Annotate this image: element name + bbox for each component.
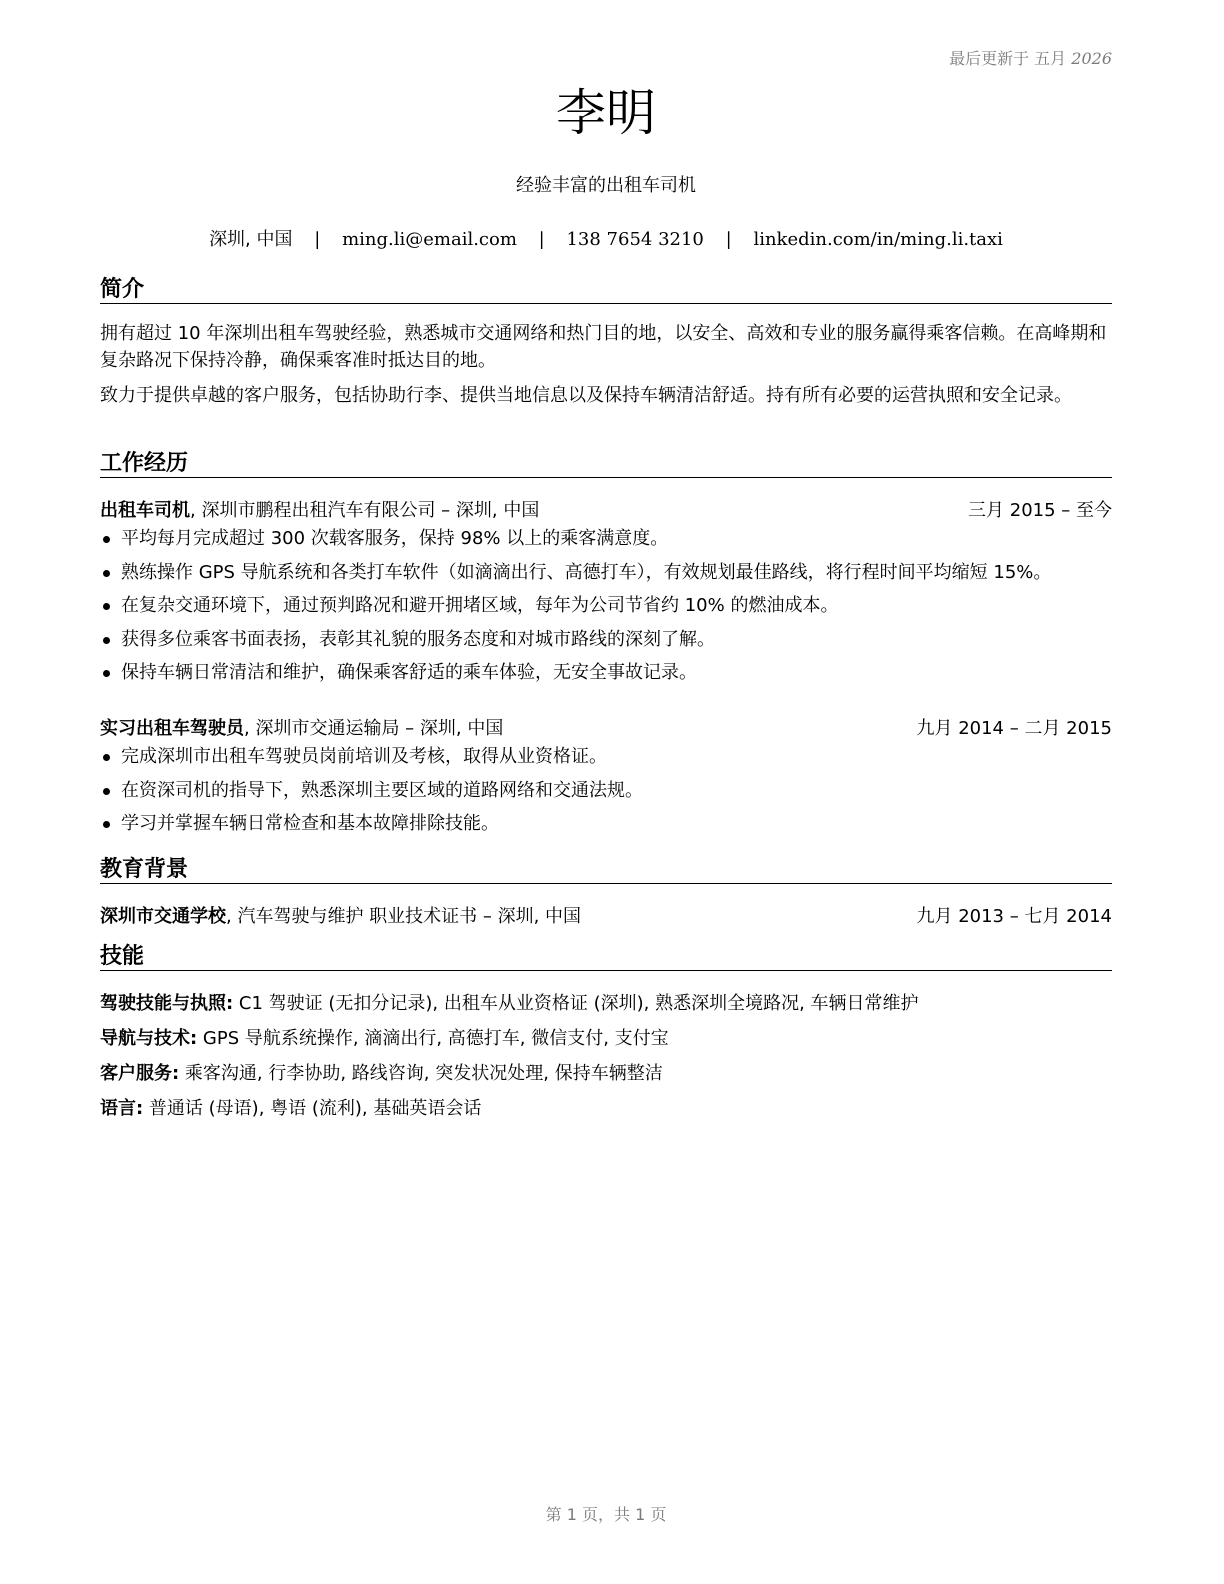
contact-linkedin[interactable]: linkedin.com/in/ming.li.taxi [753, 229, 1003, 250]
contact-email[interactable]: ming.li@email.com [342, 229, 517, 250]
list-item: 在复杂交通环境下，通过预判路况和避开拥堵区域，每年为公司节省约 10% 的燃油成本。 [100, 591, 1112, 625]
last-updated-year: 2026 [1071, 49, 1112, 68]
education-entry [100, 902, 1112, 928]
job-bullets [100, 524, 1112, 692]
section-title-experience: 工作经历 [100, 451, 1112, 478]
skill-value: GPS 导航系统操作, 滴滴出行, 高德打车, 微信支付, 支付宝 [197, 1028, 669, 1049]
candidate-name: 李明 [556, 84, 656, 142]
skill-line [100, 1024, 1112, 1050]
skill-value: 普通话 (母语), 粤语 (流利), 基础英语会话 [143, 1098, 482, 1119]
education-detail: , 汽车驾驶与维护 职业技术证书 – 深圳, 中国 [226, 906, 582, 927]
contact-separator: | [725, 229, 732, 250]
last-updated-label: 最后更新于 五月 [949, 49, 1067, 68]
skill-label: 语言: [100, 1098, 144, 1119]
skill-label: 导航与技术: [100, 1028, 198, 1049]
contact-separator: | [538, 229, 545, 250]
skill-label: 客户服务: [100, 1063, 180, 1084]
contact-separator: | [314, 229, 321, 250]
skill-value: C1 驾驶证 (无扣分记录), 出租车从业资格证 (深圳), 熟悉深圳全境路况, 车辆日常维护 [233, 993, 919, 1014]
list-item: 保持车辆日常清洁和维护，确保乘客舒适的乘车体验，无安全事故记录。 [100, 658, 1112, 692]
resume-page [100, 0, 1112, 1584]
job-org: , 深圳市交通运输局 – 深圳, 中国 [244, 718, 504, 739]
job-dates: 九月 2014 – 二月 2015 [916, 718, 1112, 739]
list-item: 熟练操作 GPS 导航系统和各类打车软件（如滴滴出行、高德打车），有效规划最佳路线，将行程时间平均缩短 15%。 [100, 558, 1112, 592]
job-title-line [100, 714, 503, 740]
job-title-line [100, 496, 539, 522]
last-updated [949, 46, 1112, 69]
section-title-summary: 简介 [100, 277, 1112, 304]
job-org: , 深圳市鹏程出租汽车有限公司 – 深圳, 中国 [190, 500, 540, 521]
section-title-education: 教育背景 [100, 857, 1112, 884]
education-school: 深圳市交通学校 [100, 906, 226, 927]
list-item: 学习并掌握车辆日常检查和基本故障排除技能。 [100, 809, 1112, 843]
skill-label: 驾驶技能与执照: [100, 993, 234, 1014]
summary-paragraph: 拥有超过 10 年深圳出租车驾驶经验，熟悉城市交通网络和热门目的地，以安全、高效和专业的服务赢得乘客信赖。在高峰期和复杂路况下保持冷静，确保乘客准时抵达目的地。 [100, 323, 1107, 371]
summary-paragraph: 致力于提供卓越的客户服务，包括协助行李、提供当地信息以及保持车辆清洁舒适。持有所有必要的运营执照和安全记录。 [100, 385, 1072, 406]
education-title-line [100, 902, 581, 928]
list-item: 完成深圳市出租车驾驶员岗前培训及考核，取得从业资格证。 [100, 742, 1112, 776]
job-header [100, 714, 1112, 740]
list-item: 平均每月完成超过 300 次载客服务，保持 98% 以上的乘客满意度。 [100, 524, 1112, 558]
contact-phone: 138 7654 3210 [566, 229, 704, 250]
list-item: 获得多位乘客书面表扬，表彰其礼貌的服务态度和对城市路线的深刻了解。 [100, 625, 1112, 659]
job-bullets [100, 742, 1112, 843]
education-dates: 九月 2013 – 七月 2014 [916, 906, 1112, 927]
job-dates: 三月 2015 – 至今 [968, 500, 1112, 521]
page-footer: 第 1 页，共 1 页 [545, 1505, 667, 1524]
contact-line [100, 225, 1112, 251]
job-role: 出租车司机 [100, 500, 190, 521]
skill-line [100, 1094, 1112, 1120]
section-title-skills: 技能 [100, 944, 1112, 971]
skill-value: 乘客沟通, 行李协助, 路线咨询, 突发状况处理, 保持车辆整洁 [179, 1063, 663, 1084]
candidate-headline: 经验丰富的出租车司机 [516, 175, 696, 196]
job-role: 实习出租车驾驶员 [100, 718, 244, 739]
skill-line [100, 989, 1112, 1015]
contact-location: 深圳, 中国 [209, 229, 293, 250]
job-header [100, 496, 1112, 522]
list-item: 在资深司机的指导下，熟悉深圳主要区域的道路网络和交通法规。 [100, 776, 1112, 810]
skill-line [100, 1059, 1112, 1085]
